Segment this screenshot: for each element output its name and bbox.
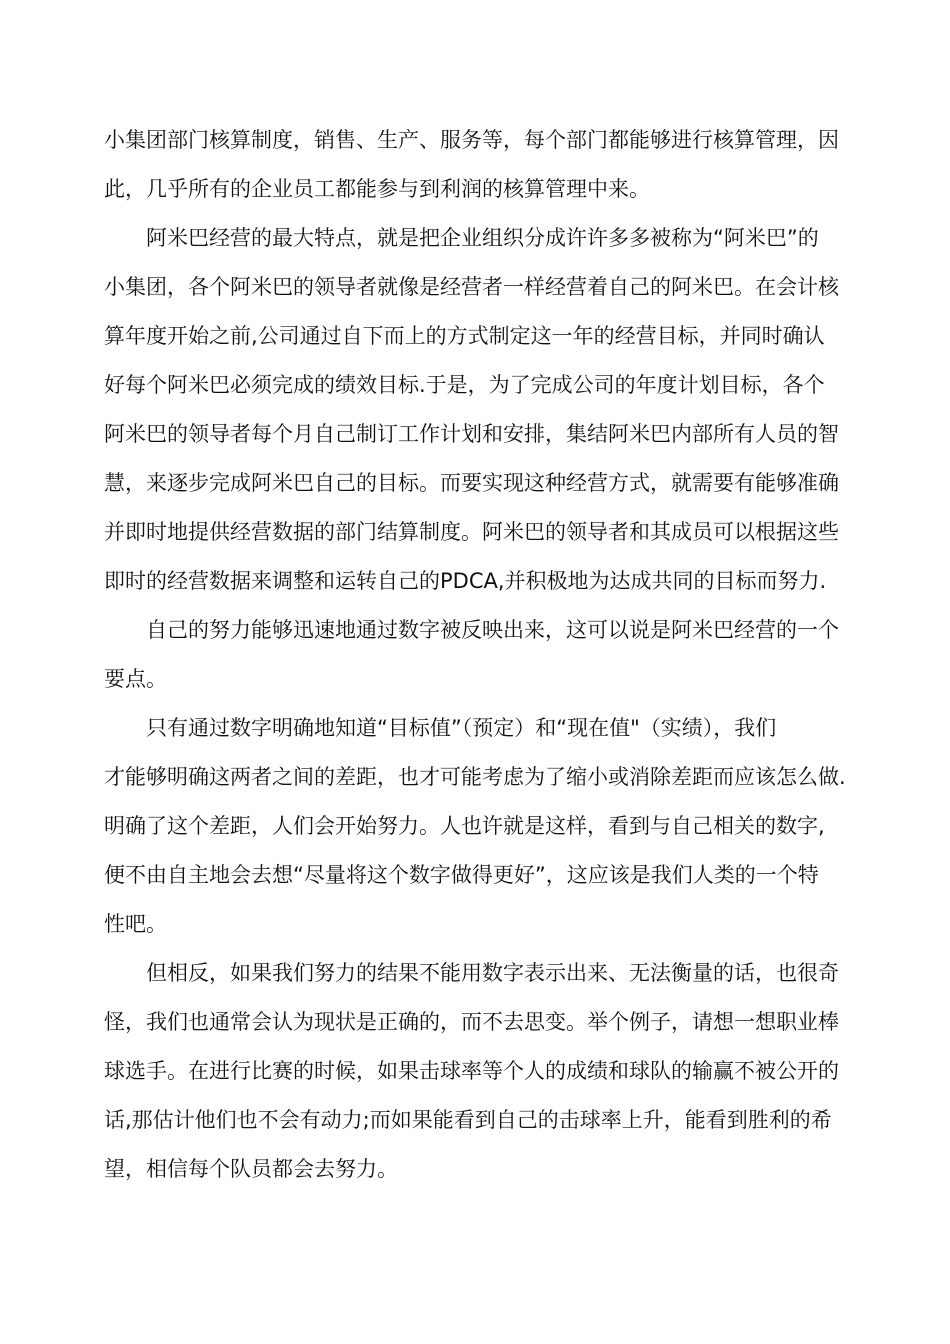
text-line: 此，几乎所有的企业员工都能参与到利润的核算管理中来。 <box>104 177 650 201</box>
text-line: 阿米巴经营的最大特点，就是把企业组织分成许许多多被称为“阿米巴”的 <box>146 226 819 250</box>
text-line: 话,那估计他们也不会有动力;而如果能看到自己的击球率上升，能看到胜利的希 <box>104 1108 832 1132</box>
text-line: 只有通过数字明确地知道“目标值”（预定）和“现在值"（实绩），我们 <box>146 716 777 740</box>
text-line: 性吧。 <box>104 912 167 936</box>
text-line: 慧，来逐步完成阿米巴自己的目标。而要实现这种经营方式，就需要有能够准确 <box>104 471 839 495</box>
text-line: 才能够明确这两者之间的差距，也才可能考虑为了缩小或消除差距而应该怎么做. <box>104 765 846 789</box>
text-line: 便不由自主地会去想“尽量将这个数字做得更好”，这应该是我们人类的一个特 <box>104 863 819 887</box>
paragraph <box>104 949 860 1194</box>
text-line: 自己的努力能够迅速地通过数字被反映出来，这可以说是阿米巴经营的一个 <box>146 618 839 642</box>
text-line: 并即时地提供经营数据的部门结算制度。阿米巴的领导者和其成员可以根据这些 <box>104 520 839 544</box>
paragraph <box>104 704 860 949</box>
text-line: 但相反，如果我们努力的结果不能用数字表示出来、无法衡量的话，也很奇 <box>146 961 839 985</box>
text-line: 小集团，各个阿米巴的领导者就像是经营者一样经营着自己的阿米巴。在会计核 <box>104 275 839 299</box>
text-line: 即时的经营数据来调整和运转自己的PDCA,并积极地为达成共同的目标而努力. <box>104 569 827 593</box>
text-line: 阿米巴的领导者每个月自己制订工作计划和安排，集结阿米巴内部所有人员的智 <box>104 422 839 446</box>
text-line: 怪，我们也通常会认为现状是正确的，而不去思变。举个例子，请想一想职业棒 <box>104 1010 839 1034</box>
paragraph <box>104 606 860 704</box>
text-line: 望，相信每个队员都会去努力。 <box>104 1157 398 1181</box>
text-line: 要点。 <box>104 667 167 691</box>
document-body <box>104 116 860 1194</box>
paragraph <box>104 116 860 214</box>
text-line: 小集团部门核算制度，销售、生产、服务等，每个部门都能够进行核算管理，因 <box>104 128 839 152</box>
text-line: 好每个阿米巴必须完成的绩效目标.于是，为了完成公司的年度计划目标，各个 <box>104 373 825 397</box>
paragraph <box>104 214 860 606</box>
text-line: 算年度开始之前,公司通过自下而上的方式制定这一年的经营目标，并同时确认 <box>104 324 825 348</box>
text-line: 球选手。在进行比赛的时候，如果击球率等个人的成绩和球队的输赢不被公开的 <box>104 1059 839 1083</box>
text-line: 明确了这个差距，人们会开始努力。人也许就是这样，看到与自己相关的数字, <box>104 814 825 838</box>
